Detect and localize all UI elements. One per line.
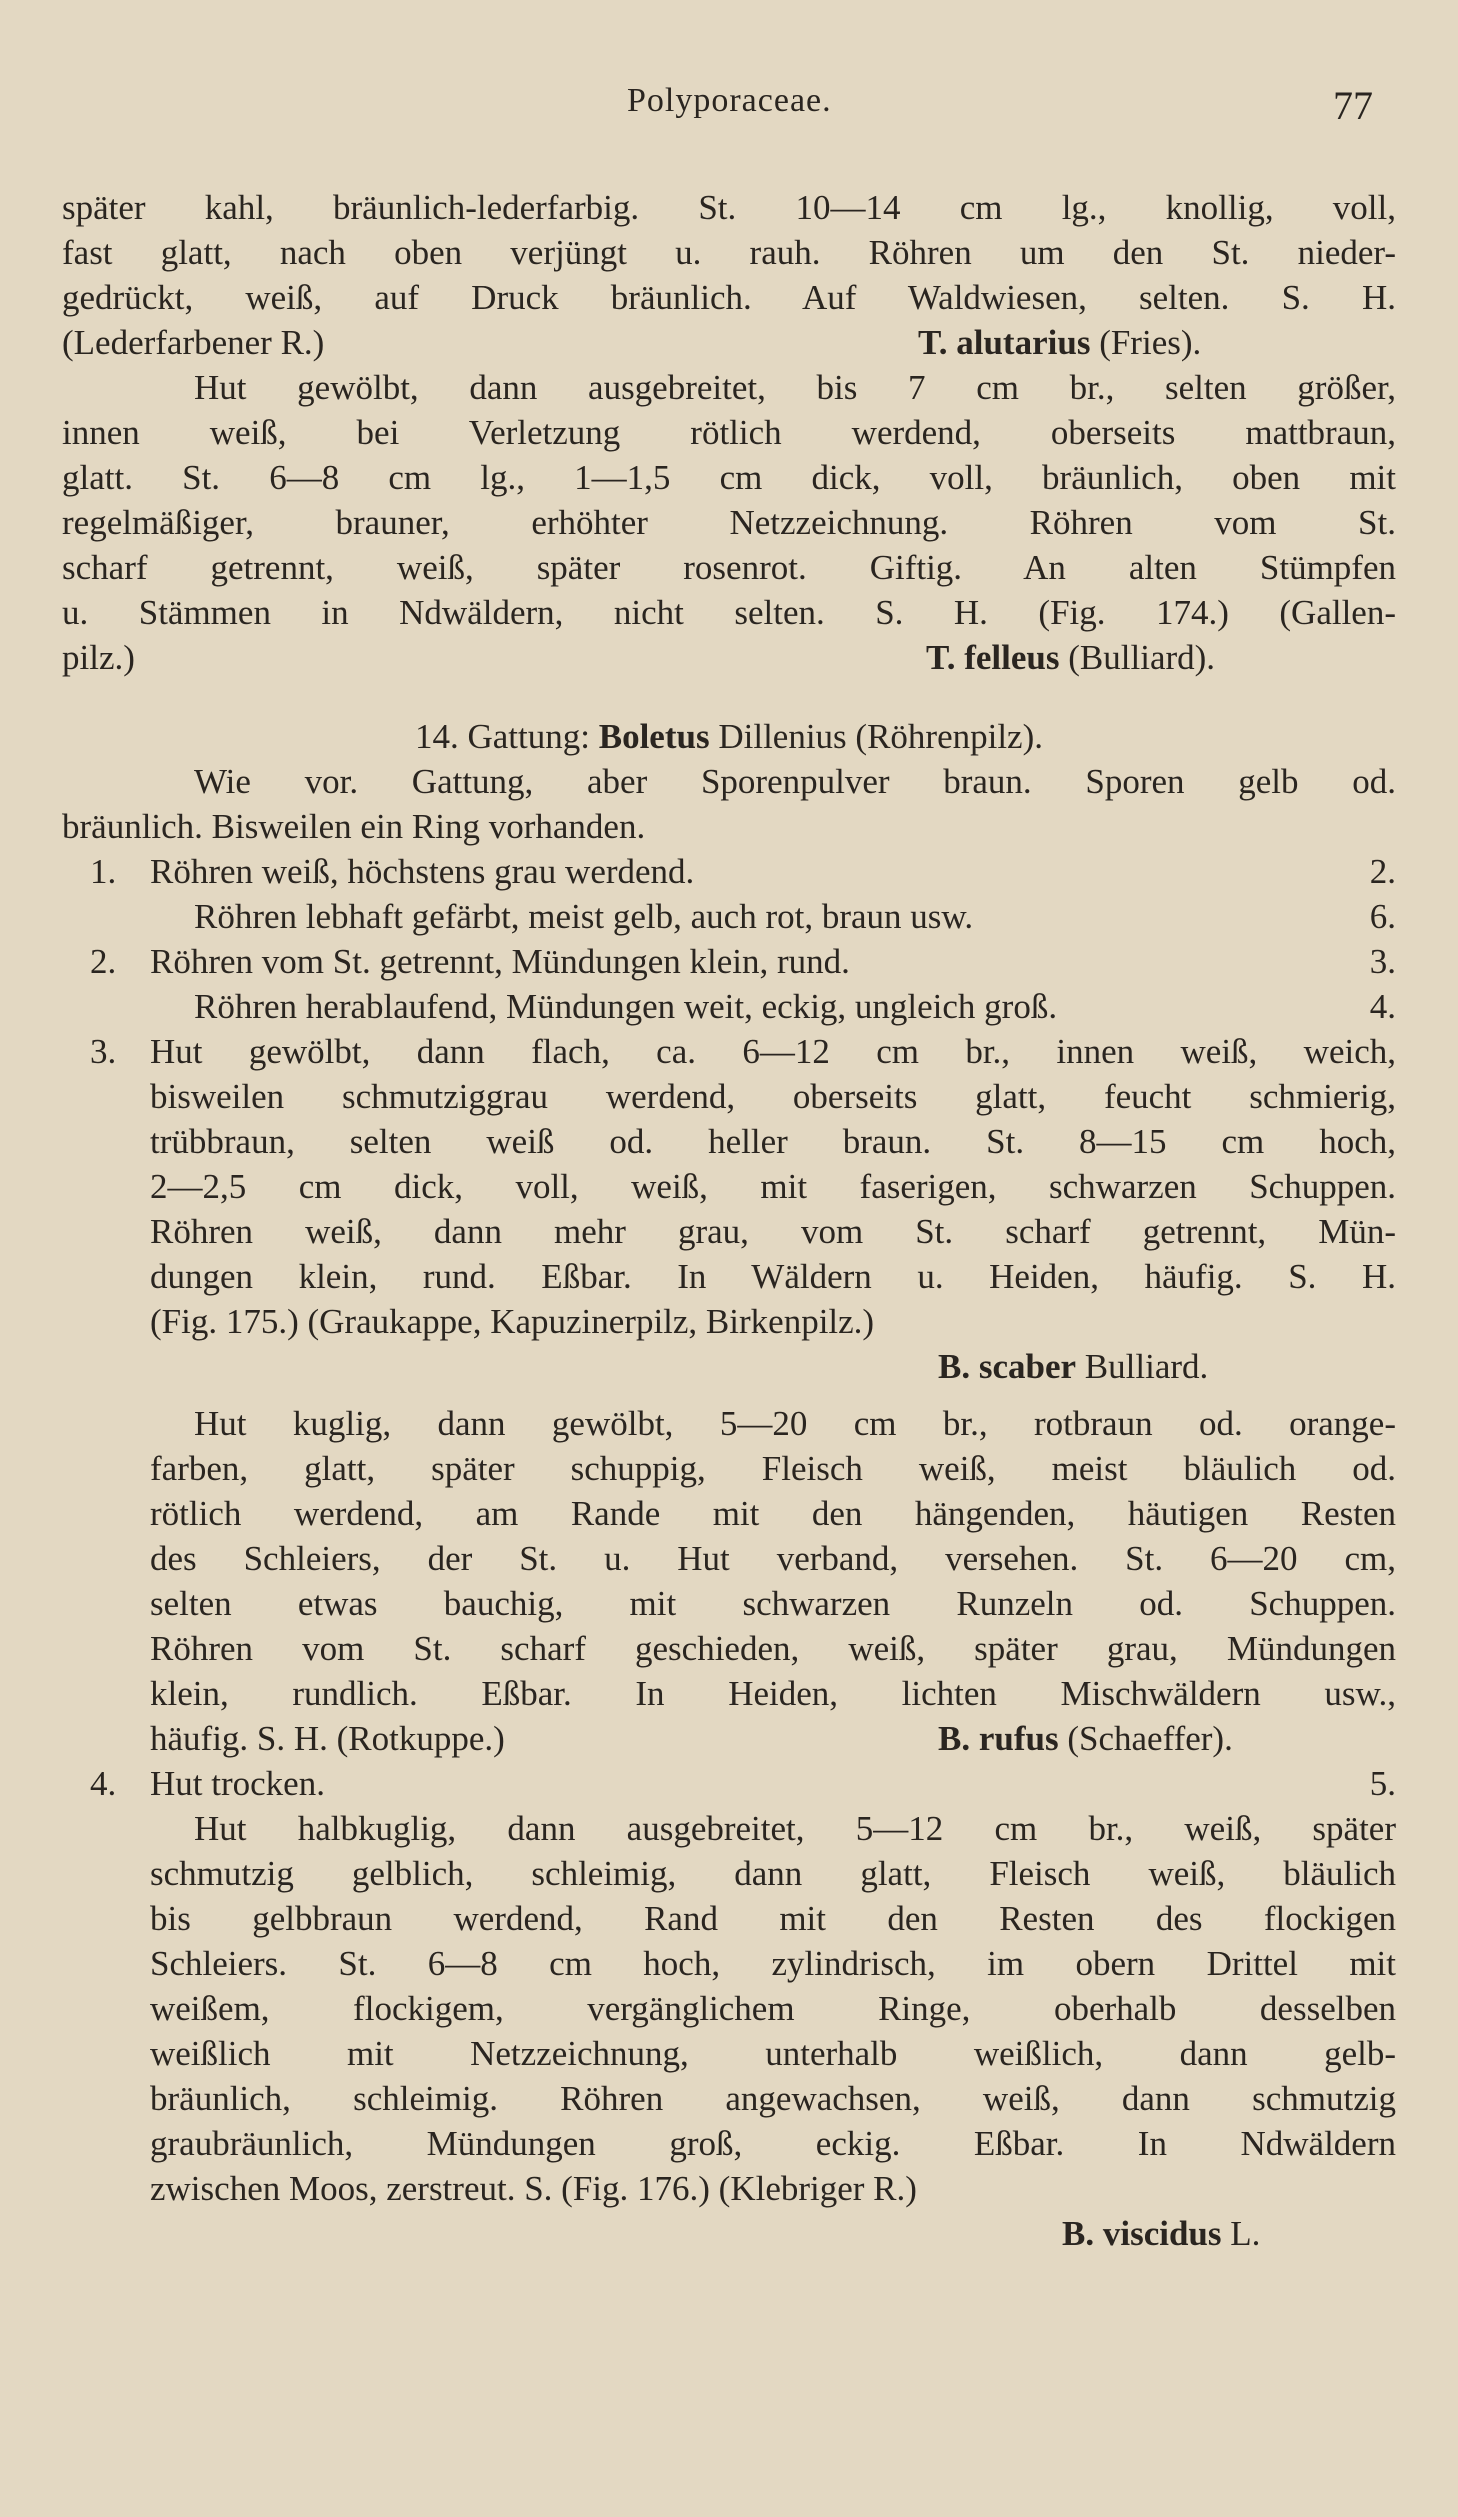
key-item	[62, 894, 1396, 939]
key-item	[62, 984, 1396, 1029]
text-line: selten etwas bauchig, mit schwarzen Runzeln od. Schuppen.	[150, 1584, 1396, 1623]
signature-line	[62, 1344, 1396, 1389]
text-line: (Fig. 175.) (Graukappe, Kapuzinerpilz, Birkenpilz.)	[150, 1302, 875, 1341]
species-signature	[926, 635, 1215, 680]
text-line: Hut halbkuglig, dann ausgebreitet, 5—12 cm br., weiß, später	[194, 1809, 1396, 1848]
text-line: innen weiß, bei Verletzung rötlich werdend, oberseits mattbraun,	[62, 413, 1396, 452]
key-reference: 6.	[1369, 897, 1396, 936]
signature-line	[62, 2211, 1396, 2256]
common-name: (Lederfarbener R.)	[62, 323, 325, 362]
key-number: 4.	[90, 1764, 117, 1803]
key-text: Röhren vom St. getrennt, Mündungen klein, rund.	[150, 942, 850, 981]
running-header: Polyporaceae.	[627, 82, 832, 119]
species-author: (Schaeffer).	[1067, 1719, 1233, 1758]
text-line: schmutzig gelblich, schleimig, dann glatt, Fleisch weiß, bläulich	[150, 1854, 1396, 1893]
text-line: zwischen Moos, zerstreut. S. (Fig. 176.) (Klebriger R.)	[150, 2169, 917, 2208]
species-name: B. scaber	[938, 1347, 1077, 1386]
key-item	[62, 1761, 1396, 1806]
text-line: weißlich mit Netzzeichnung, unterhalb weißlich, dann gelb-	[150, 2034, 1396, 2073]
text-line: gedrückt, weiß, auf Druck bräunlich. Auf Waldwiesen, selten. S. H.	[62, 278, 1396, 317]
key-text: Röhren lebhaft gefärbt, meist gelb, auch rot, braun usw.	[194, 897, 974, 936]
species-name: B. viscidus	[1062, 2214, 1222, 2253]
key-text: Röhren herablaufend, Mündungen weit, eckig, ungleich groß.	[194, 987, 1058, 1026]
text-line: Hut gewölbt, dann ausgebreitet, bis 7 cm br., selten größer,	[194, 368, 1396, 407]
text-line: Hut kuglig, dann gewölbt, 5—20 cm br., rotbraun od. orange-	[194, 1404, 1396, 1443]
text-line: u. Stämmen in Ndwäldern, nicht selten. S. H. (Fig. 174.) (Gallen-	[62, 593, 1396, 632]
species-signature	[938, 1344, 1208, 1389]
key-item	[62, 1029, 1396, 1074]
page-number: 77	[1333, 83, 1373, 128]
text-line	[62, 635, 1396, 680]
text-line: Schleiers. St. 6—8 cm hoch, zylindrisch, im obern Drittel mit	[150, 1944, 1396, 1983]
key-reference: 2.	[1369, 852, 1396, 891]
key-number: 1.	[90, 852, 117, 891]
text-line: Röhren vom St. scharf geschieden, weiß, später grau, Mündungen	[150, 1629, 1396, 1668]
text-line: regelmäßiger, brauner, erhöhter Netzzeichnung. Röhren vom St.	[62, 503, 1396, 542]
species-author: (Bulliard).	[1068, 638, 1216, 677]
species-signature	[1062, 2211, 1260, 2256]
species-signature	[938, 1716, 1233, 1761]
page-body	[62, 185, 1396, 2256]
species-author: (Fries).	[1099, 323, 1202, 362]
genus-prefix: 14. Gattung:	[415, 717, 590, 756]
species-name: B. rufus	[938, 1719, 1059, 1758]
text-line: weißem, flockigem, vergänglichem Ringe, oberhalb desselben	[150, 1989, 1396, 2028]
key-number: 3.	[90, 1032, 117, 1071]
key-text: Hut trocken.	[150, 1764, 325, 1803]
species-signature	[918, 320, 1201, 365]
text-line: rötlich werdend, am Rande mit den hängenden, häutigen Resten	[150, 1494, 1396, 1533]
species-author: Bulliard.	[1084, 1347, 1209, 1386]
text-line: klein, rundlich. Eßbar. In Heiden, lichten Mischwäldern usw.,	[150, 1674, 1396, 1713]
text-line: scharf getrennt, weiß, später rosenrot. Giftig. An alten Stümpfen	[62, 548, 1396, 587]
text-line: bräunlich. Bisweilen ein Ring vorhanden.	[62, 807, 646, 846]
genus-heading	[62, 714, 1396, 759]
key-item	[62, 849, 1396, 894]
text-line: Wie vor. Gattung, aber Sporenpulver braun. Sporen gelb od.	[194, 762, 1396, 801]
common-name: häufig. S. H. (Rotkuppe.)	[150, 1719, 505, 1758]
text-line	[62, 320, 1396, 365]
text-line	[150, 1716, 1396, 1761]
text-line: dungen klein, rund. Eßbar. In Wäldern u. Heiden, häufig. S. H.	[150, 1257, 1396, 1296]
text-line: später kahl, bräunlich-lederfarbig. St. 10—14 cm lg., knollig, voll,	[62, 188, 1396, 227]
text-line: farben, glatt, später schuppig, Fleisch weiß, meist bläulich od.	[150, 1449, 1396, 1488]
key-item	[62, 939, 1396, 984]
species-author: L.	[1230, 2214, 1261, 2253]
text-line: trübbraun, selten weiß od. heller braun. St. 8—15 cm hoch,	[150, 1122, 1396, 1161]
text-line: bisweilen schmutziggrau werdend, oberseits glatt, feucht schmierig,	[150, 1077, 1396, 1116]
common-name: pilz.)	[62, 638, 135, 677]
key-reference: 3.	[1369, 942, 1396, 981]
text-line: Hut gewölbt, dann flach, ca. 6—12 cm br., innen weiß, weich,	[150, 1032, 1396, 1071]
text-line: bräunlich, schleimig. Röhren angewachsen, weiß, dann schmutzig	[150, 2079, 1396, 2118]
text-line: glatt. St. 6—8 cm lg., 1—1,5 cm dick, voll, bräunlich, oben mit	[62, 458, 1396, 497]
key-number: 2.	[90, 942, 117, 981]
species-name: T. felleus	[926, 638, 1060, 677]
key-text: Röhren weiß, höchstens grau werdend.	[150, 852, 695, 891]
text-line: fast glatt, nach oben verjüngt u. rauh. Röhren um den St. nieder-	[62, 233, 1396, 272]
text-line: graubräunlich, Mündungen groß, eckig. Eßbar. In Ndwäldern	[150, 2124, 1396, 2163]
spacer	[62, 680, 1396, 714]
species-name: T. alutarius	[918, 323, 1091, 362]
text-line: 2—2,5 cm dick, voll, weiß, mit faserigen, schwarzen Schuppen.	[150, 1167, 1396, 1206]
genus-author: Dillenius (Röhrenpilz).	[718, 717, 1043, 756]
text-line: bis gelbbraun werdend, Rand mit den Resten des flockigen	[150, 1899, 1396, 1938]
genus-name: Boletus	[598, 717, 710, 756]
spacer	[62, 1389, 1396, 1401]
key-reference: 5.	[1369, 1764, 1396, 1803]
text-line: des Schleiers, der St. u. Hut verband, versehen. St. 6—20 cm,	[150, 1539, 1396, 1578]
key-reference: 4.	[1369, 987, 1396, 1026]
text-line: Röhren weiß, dann mehr grau, vom St. scharf getrennt, Mün-	[150, 1212, 1396, 1251]
